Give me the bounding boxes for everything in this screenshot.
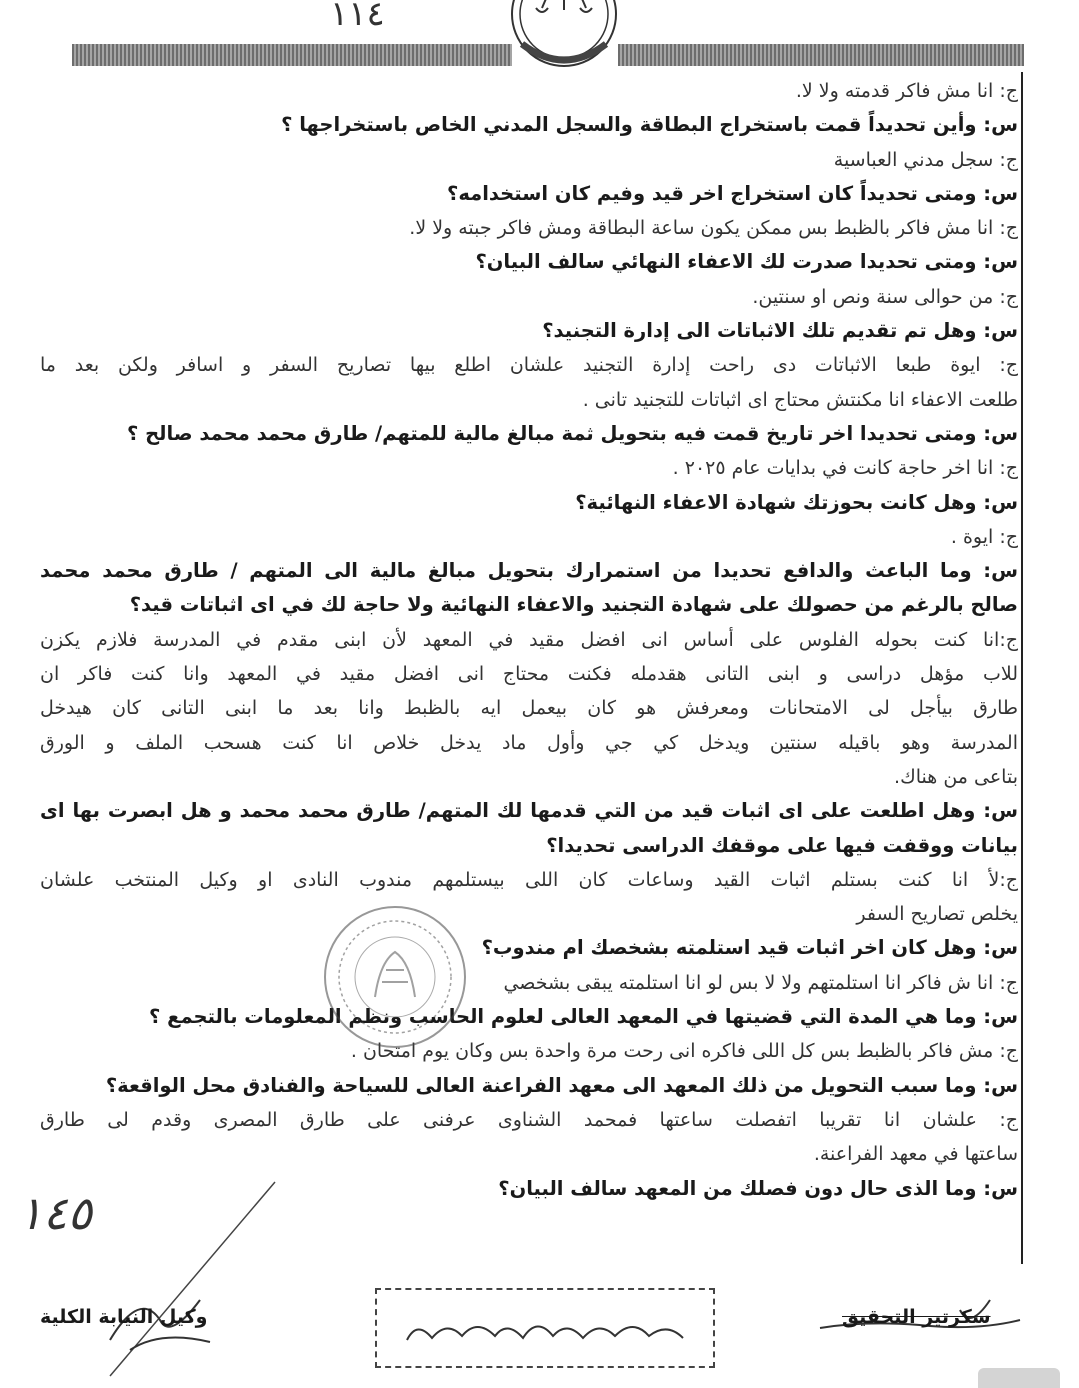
- handwritten-signature-icon: [377, 1290, 717, 1370]
- answer-line: ج: علشان انا تقريبا اتفصلت ساعتها فمحمد الشناوى عرفنى على طارق المصرى وقدم لى طارق: [40, 1108, 1018, 1131]
- signature-stamp-box: [375, 1288, 715, 1368]
- judicial-seal-icon: [508, 0, 620, 76]
- question-line: بيانات ووقفت فيها على موقفك الدراسى تحديدا؟: [546, 833, 1018, 857]
- answer-line: المدرسة وهو باقيله سنتين ويدخل كي جي وأول ماد يدخل خلاص انا كنت هسحب الملف و الورق: [40, 731, 1018, 754]
- round-stamp-icon: [320, 902, 470, 1052]
- answer-line: ج: سجل مدني العباسية: [833, 148, 1018, 171]
- scan-corner-mark: [978, 1368, 1060, 1388]
- question-line: س: ومتى تحديدا صدرت لك الاعفاء النهائي سالف البيان؟: [475, 250, 1018, 274]
- question-line: س: وهل كانت بحوزتك شهادة الاعفاء النهائية؟: [575, 490, 1018, 514]
- question-line: س: ومتى تحديدا اخر تاريخ قمت فيه بتحويل ثمة مبالغ مالية للمتهم/ طارق محمد محمد صالح ؟: [126, 421, 1018, 445]
- answer-line: بتاعى من هناك.: [894, 765, 1018, 788]
- question-line: س: وما سبب التحويل من ذلك المعهد الى معهد الفراعنة العالى للسياحة والفنادق محل الواقعة؟: [105, 1073, 1018, 1097]
- answer-line: طلعت الاعفاء انا مكنتش محتاج اى اثباتات للتجنيد تانى .: [582, 388, 1018, 411]
- question-line: س: وهل اطلعت على اى اثبات قيد من التي قدمها لك المتهم/ طارق محمد محمد و هل ابصرت بها اى: [40, 799, 1018, 823]
- answer-line: ج:لأ انا كنت بستلم اثبات القيد وساعات كان اللى بيستلمهم مندوب النادى او وكيل المنتخب علشان: [40, 868, 1018, 891]
- transcript: [40, 74, 1018, 1206]
- answer-line: ج: انا اخر حاجة كانت في بدايات عام ٢٠٢٥ .: [672, 457, 1018, 480]
- header-bar-left: [72, 44, 512, 66]
- question-line: س: وهل كان اخر اثبات قيد استلمته بشخصك ام مندوب؟: [481, 936, 1018, 960]
- question-line: صالح بالرغم من حصولك على شهادة التجنيد والاعفاء النهائية ولا حاجة لك في اى اثباتات قيد؟: [129, 593, 1018, 617]
- answer-line: ج: من حوالى سنة ونص او سنتين.: [752, 285, 1018, 308]
- question-line: س: وما الباعث والدافع تحديدا من استمرارك بتحويل مبالغ مالية الى المتهم / طارق محمد محمد: [40, 559, 1018, 583]
- answer-line: للاب مؤهل دراسى و ابنى التانى هقدمله فكنت محتاج انى افضل مقيد في المعهد وانا كنت فاكر ان: [40, 663, 1018, 686]
- answer-line: ج: ايوة طبعا الاثباتات دى راحت إدارة التجنيد علشان اطلع بيها تصاريح السفر و اسافر ولكن بعد ما: [40, 354, 1018, 377]
- question-line: س: وما هي المدة التي قضيتها في المعهد العالى لعلوم الحاسب ونظم المعلومات بالتجمع ؟: [149, 1005, 1018, 1029]
- answer-line: يخلص تصاريح السفر: [856, 903, 1018, 926]
- answer-line: ج: انا مش فاكر قدمته ولا لا.: [795, 80, 1018, 102]
- header-bar-right: [618, 44, 1024, 66]
- answer-line: ج: ايوة .: [950, 525, 1018, 548]
- footer-right-signatory: سكرتير التحقيق: [842, 1306, 991, 1328]
- answer-line: ج: مش فاكر بالظبط بس كل اللى فاكره انى رحت مرة واحدة بس وكان يوم امتحان .: [350, 1040, 1018, 1063]
- answer-line: ج: انا مش فاكر بالظبط بس ممكن يكون ساعة البطاقة ومش فاكر جبته ولا لا.: [409, 217, 1018, 240]
- question-line: س: وما الذى حال دون فصلك من المعهد سالف البيان؟: [498, 1176, 1018, 1200]
- answer-line: ساعتها في معهد الفراعنة.: [813, 1143, 1018, 1166]
- footer-left-signatory: وكيل النيابة الكلية: [40, 1306, 208, 1328]
- margin-rule: [1021, 72, 1023, 1264]
- answer-line: طارق بيأجل لى الامتحانات ومعرفش هو كان بيعمل ايه بالظبط وانا بعد ما ابنى التانى كان هيدخل: [40, 697, 1018, 720]
- question-line: س: وهل تم تقديم تلك الاثباتات الى إدارة التجنيد؟: [542, 319, 1018, 343]
- answer-line: ج:انا كنت بحوله الفلوس على أساس انى افضل مقيد في المعهد لأن ابنى مقدم في المدرسة فلازم يكزن: [40, 628, 1018, 651]
- answer-line: ج: انا ش فاكر انا استلمتهم ولا لا بس لو انا استلمته يبقى بشخصي: [503, 971, 1018, 994]
- question-line: س: ومتى تحديداً كان استخراج اخر قيد وفيم كان استخدامه؟: [447, 181, 1018, 205]
- question-line: س: وأين تحديداً قمت باستخراج البطاقة والسجل المدني الخاص باستخراجها ؟: [281, 113, 1018, 137]
- handwritten-folio-number: ١١٤: [330, 0, 385, 34]
- handwritten-page-number: ١٤٥: [18, 1186, 93, 1240]
